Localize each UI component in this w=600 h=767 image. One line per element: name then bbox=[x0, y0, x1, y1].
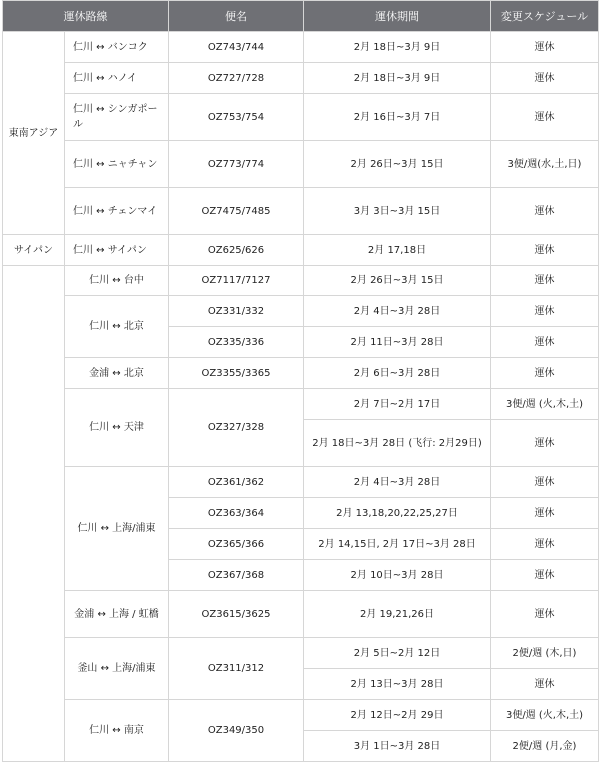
flight-cell: OZ625/626 bbox=[169, 235, 304, 266]
flight-cell: OZ335/336 bbox=[169, 327, 304, 358]
period-cell: 2月 7日~2月 17日 bbox=[304, 389, 491, 420]
schedule-cell: 3便/週 (火,木,土) bbox=[491, 700, 599, 731]
schedule-cell: 運休 bbox=[491, 669, 599, 700]
flight-cell: OZ363/364 bbox=[169, 498, 304, 529]
route-cell: 仁川 ↔ チェンマイ bbox=[65, 188, 169, 235]
schedule-cell: 2便/週 (木,日) bbox=[491, 638, 599, 669]
region-cell bbox=[3, 266, 65, 762]
table-row bbox=[3, 296, 599, 327]
flight-cell: OZ727/728 bbox=[169, 63, 304, 94]
route-cell: 仁川 ↔ 天津 bbox=[65, 389, 169, 467]
schedule-cell: 運休 bbox=[491, 358, 599, 389]
route-cell: 仁川 ↔ シンガポール bbox=[65, 94, 169, 141]
schedule-cell: 運休 bbox=[491, 266, 599, 296]
period-cell: 2月 4日~3月 28日 bbox=[304, 296, 491, 327]
route-cell: 金浦 ↔ 北京 bbox=[65, 358, 169, 389]
header-schedule: 変更スケジュール bbox=[491, 1, 599, 32]
schedule-cell: 運休 bbox=[491, 32, 599, 63]
schedule-cell: 運休 bbox=[491, 529, 599, 560]
schedule-cell: 3便/週 (火,木,土) bbox=[491, 389, 599, 420]
period-cell: 2月 19,21,26日 bbox=[304, 591, 491, 638]
table-row bbox=[3, 700, 599, 731]
table-row bbox=[3, 591, 599, 638]
flight-cell: OZ349/350 bbox=[169, 700, 304, 762]
period-cell: 2月 5日~2月 12日 bbox=[304, 638, 491, 669]
route-cell: 仁川 ↔ 上海/浦東 bbox=[65, 467, 169, 591]
table-row bbox=[3, 358, 599, 389]
flight-cell: OZ311/312 bbox=[169, 638, 304, 700]
flight-cell: OZ743/744 bbox=[169, 32, 304, 63]
table-row bbox=[3, 389, 599, 420]
flight-cell: OZ773/774 bbox=[169, 141, 304, 188]
period-cell: 2月 6日~3月 28日 bbox=[304, 358, 491, 389]
route-cell: 仁川 ↔ バンコク bbox=[65, 32, 169, 63]
period-cell: 2月 18日~3月 9日 bbox=[304, 63, 491, 94]
period-cell: 3月 3日~3月 15日 bbox=[304, 188, 491, 235]
period-cell: 2月 26日~3月 15日 bbox=[304, 141, 491, 188]
schedule-cell: 2便/週 (月,金) bbox=[491, 731, 599, 762]
period-cell: 2月 10日~3月 28日 bbox=[304, 560, 491, 591]
schedule-cell: 運休 bbox=[491, 467, 599, 498]
flight-cell: OZ365/366 bbox=[169, 529, 304, 560]
schedule-cell: 運休 bbox=[491, 420, 599, 467]
period-cell: 2月 14,15日, 2月 17日~3月 28日 bbox=[304, 529, 491, 560]
period-cell: 2月 18日~3月 28日 (飞行: 2月29日) bbox=[304, 420, 491, 467]
table-row bbox=[3, 188, 599, 235]
schedule-cell: 運休 bbox=[491, 327, 599, 358]
flight-cell: OZ7117/7127 bbox=[169, 266, 304, 296]
table-row bbox=[3, 94, 599, 141]
table-row bbox=[3, 63, 599, 94]
table-row bbox=[3, 266, 599, 296]
route-cell: 仁川 ↔ 南京 bbox=[65, 700, 169, 762]
flight-cell: OZ367/368 bbox=[169, 560, 304, 591]
period-cell: 2月 4日~3月 28日 bbox=[304, 467, 491, 498]
flight-cell: OZ7475/7485 bbox=[169, 188, 304, 235]
table-row bbox=[3, 638, 599, 669]
flight-cell: OZ361/362 bbox=[169, 467, 304, 498]
table-row bbox=[3, 467, 599, 498]
header-period: 運休期間 bbox=[304, 1, 491, 32]
flight-cell: OZ331/332 bbox=[169, 296, 304, 327]
period-cell: 2月 18日~3月 9日 bbox=[304, 32, 491, 63]
period-cell: 3月 1日~3月 28日 bbox=[304, 731, 491, 762]
route-cell: 仁川 ↔ 台中 bbox=[65, 266, 169, 296]
schedule-cell: 運休 bbox=[491, 235, 599, 266]
flight-cell: OZ3615/3625 bbox=[169, 591, 304, 638]
period-cell: 2月 13日~3月 28日 bbox=[304, 669, 491, 700]
suspension-table bbox=[2, 0, 599, 762]
schedule-cell: 運休 bbox=[491, 560, 599, 591]
schedule-cell: 運休 bbox=[491, 188, 599, 235]
period-cell: 2月 16日~3月 7日 bbox=[304, 94, 491, 141]
table-row bbox=[3, 141, 599, 188]
flight-cell: OZ327/328 bbox=[169, 389, 304, 467]
schedule-cell: 運休 bbox=[491, 498, 599, 529]
route-cell: 仁川 ↔ サイパン bbox=[65, 235, 169, 266]
period-cell: 2月 12日~2月 29日 bbox=[304, 700, 491, 731]
table-header-row bbox=[3, 1, 599, 32]
flight-cell: OZ753/754 bbox=[169, 94, 304, 141]
period-cell: 2月 11日~3月 28日 bbox=[304, 327, 491, 358]
period-cell: 2月 17,18日 bbox=[304, 235, 491, 266]
table-row bbox=[3, 235, 599, 266]
route-cell: 仁川 ↔ 北京 bbox=[65, 296, 169, 358]
region-cell: 東南アジア bbox=[3, 32, 65, 235]
route-cell: 仁川 ↔ ハノイ bbox=[65, 63, 169, 94]
route-cell: 仁川 ↔ ニャチャン bbox=[65, 141, 169, 188]
route-cell: 釜山 ↔ 上海/浦東 bbox=[65, 638, 169, 700]
schedule-cell: 3便/週(水,土,日) bbox=[491, 141, 599, 188]
schedule-cell: 運休 bbox=[491, 591, 599, 638]
table-row bbox=[3, 32, 599, 63]
schedule-cell: 運休 bbox=[491, 296, 599, 327]
schedule-cell: 運休 bbox=[491, 94, 599, 141]
header-route: 運休路線 bbox=[3, 1, 169, 32]
period-cell: 2月 13,18,20,22,25,27日 bbox=[304, 498, 491, 529]
header-flight: 便名 bbox=[169, 1, 304, 32]
schedule-cell: 運休 bbox=[491, 63, 599, 94]
flight-cell: OZ3355/3365 bbox=[169, 358, 304, 389]
period-cell: 2月 26日~3月 15日 bbox=[304, 266, 491, 296]
region-cell: サイパン bbox=[3, 235, 65, 266]
route-cell: 金浦 ↔ 上海 / 虹橋 bbox=[65, 591, 169, 638]
